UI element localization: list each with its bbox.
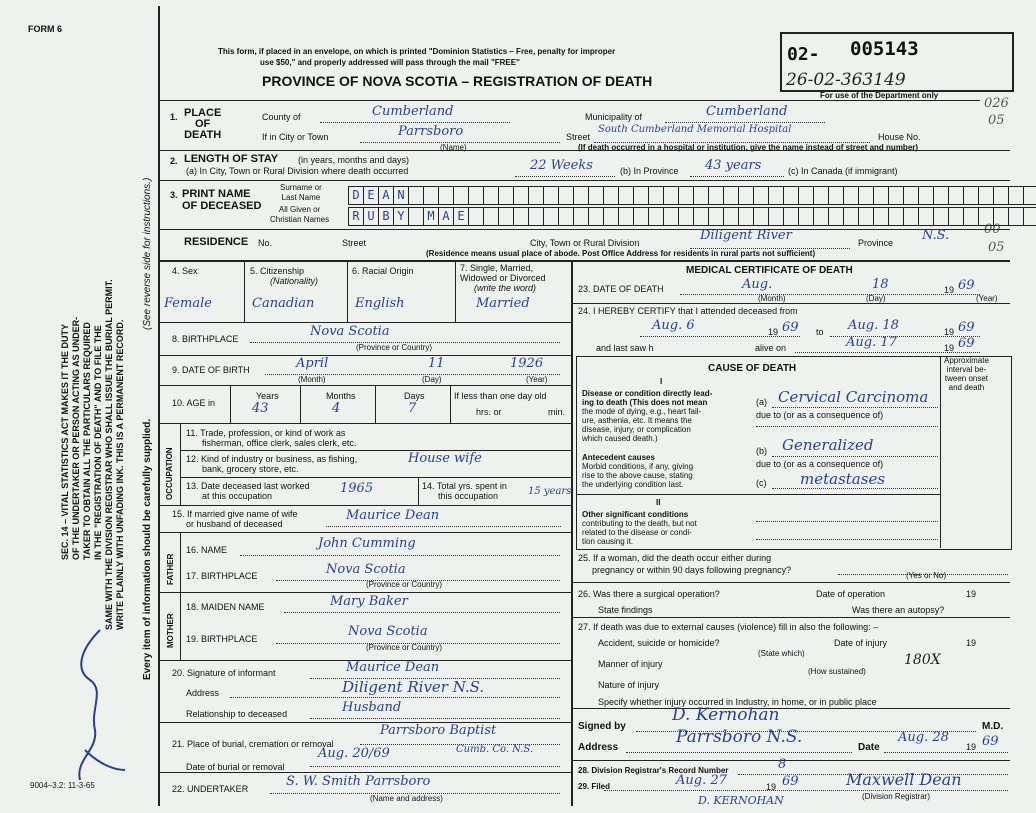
reg-prefix: 02- — [787, 44, 820, 65]
margin-instruction-line: SAME WITH THE DIVISION REGISTRAR WHO SHALL ISSUE THE BURIAL PERMIT. — [104, 279, 114, 630]
undertaker-label: 22. UNDERTAKER — [172, 784, 249, 794]
filed-year-prefix: 19 — [766, 782, 777, 792]
name-letter-cell — [963, 186, 979, 205]
name-letter-cell — [408, 186, 424, 205]
surname-grid — [348, 186, 1036, 205]
undertaker-caption: (Name and address) — [370, 794, 443, 803]
margin-instruction-line: IN THE "REGISTRATION OF DEATH" AND TO FILE THE — [93, 325, 103, 560]
death-year-prefix: 19 — [944, 285, 955, 295]
name-letter-cell — [708, 207, 724, 226]
surname-label: Surname or Last Name — [280, 183, 322, 202]
alive-year-prefix: 19 — [944, 343, 955, 353]
spouse-label: 15. If married give name of wife or husband of deceased — [172, 509, 298, 529]
name-letter-cell — [903, 186, 919, 205]
years-label: Years — [256, 391, 279, 401]
name-letter-cell — [633, 207, 649, 226]
name-letter-cell — [738, 186, 754, 205]
stay-b-value: 43 years — [705, 158, 762, 173]
age-days-value: 7 — [408, 401, 417, 416]
birthplace-caption: (Province or Country) — [356, 343, 433, 352]
cause-c-label: (c) — [756, 478, 767, 488]
code-stamp: 180X — [904, 652, 941, 668]
to-year-prefix: 19 — [944, 327, 955, 337]
from-year-prefix: 19 — [768, 327, 779, 337]
father-name-label: 16. NAME — [186, 545, 228, 555]
name-letter-cell: Y — [393, 207, 409, 226]
name-letter-cell — [798, 207, 814, 226]
marital-value: Married — [476, 296, 530, 311]
name-letter-cell — [573, 186, 589, 205]
occupation-vertical-label: OCCUPATION — [165, 447, 174, 500]
other-conditions-label: Other significant conditions contributing to the death, but not related to the disease or condi- tion causing it. — [582, 510, 697, 546]
name-letter-cell — [648, 186, 664, 205]
stay-num: 2. — [170, 156, 178, 166]
q26-label: 26. Was there a surgical operation? — [578, 589, 720, 599]
informant-sig-label: 20. Signature of informant — [172, 668, 276, 678]
name-letter-cell — [1023, 186, 1036, 205]
name-letter-cell — [468, 207, 484, 226]
name-letter-cell — [828, 186, 844, 205]
middle-divider — [571, 260, 573, 806]
q28-label: 28. Division Registrar's Record Number — [578, 766, 729, 775]
stay-label: LENGTH OF STAY — [184, 153, 279, 165]
dept-code-3: 00 — [984, 222, 1001, 237]
mother-bp-value: Nova Scotia — [348, 624, 428, 639]
q13-label: 13. Date deceased last worked at this occupation — [186, 481, 310, 501]
name-letter-cell: N — [393, 186, 409, 205]
dob-day-value: 11 — [428, 356, 445, 371]
name-letter-cell — [678, 207, 694, 226]
reg-number: 005143 — [850, 38, 919, 60]
informant-addr-label: Address — [186, 688, 220, 698]
name-letter-cell — [723, 186, 739, 205]
name-letter-cell — [483, 186, 499, 205]
name-letter-cell — [408, 207, 424, 226]
spouse-value: Maurice Dean — [346, 508, 440, 523]
q12-value: House wife — [408, 451, 482, 466]
name-letter-cell — [993, 186, 1009, 205]
cause-title: CAUSE OF DEATH — [708, 363, 797, 374]
min-label: min. — [548, 407, 566, 417]
manner-label: Manner of injury — [598, 659, 663, 669]
name-letter-cell — [588, 207, 604, 226]
attend-from-value: Aug. 6 — [652, 318, 695, 333]
signed-by-label: Signed by — [578, 721, 626, 732]
state-findings-label: State findings — [598, 605, 653, 615]
filed-year-value: 69 — [782, 774, 799, 789]
form-left-border — [158, 6, 160, 806]
cause-a-label: (a) — [756, 397, 767, 407]
father-bp-caption: (Province or Country) — [366, 580, 443, 589]
cause-a-value: Cervical Carcinoma — [778, 388, 929, 406]
q25-label: 25. If a woman, did the death occur either during pregnancy or within 90 days following pregnancy? — [578, 553, 792, 575]
footer-code: 9004–3.2: 11-3-65 — [30, 781, 95, 790]
op-year-prefix: 19 — [966, 589, 977, 599]
nature-label: Nature of injury — [598, 680, 660, 690]
burial-labels: 21. Place of burial, cremation or removal Date of burial or removal — [172, 739, 334, 772]
name-letter-cell — [768, 207, 784, 226]
place-label: PLACE OF DEATH — [184, 107, 222, 141]
name-letter-cell — [723, 207, 739, 226]
from-year-value: 69 — [782, 320, 799, 335]
residence-label: RESIDENCE — [184, 236, 249, 248]
q13-value: 1965 — [340, 481, 374, 496]
name-letter-cell — [993, 207, 1009, 226]
name-letter-cell — [978, 207, 994, 226]
alive-year-value: 69 — [958, 336, 975, 351]
to-label: to — [816, 327, 824, 337]
name-letter-cell — [603, 207, 619, 226]
death-day-value: 18 — [872, 277, 889, 292]
name-letter-cell — [438, 186, 454, 205]
name-letter-cell — [888, 207, 904, 226]
residence-city-label: City, Town or Rural Division — [530, 238, 640, 248]
sex-label: 4. Sex — [172, 266, 198, 276]
name-letter-cell — [768, 186, 784, 205]
q27-label: 27. If death was due to external causes (violence) fill in also the following: – — [578, 622, 879, 632]
name-letter-cell: A — [438, 207, 454, 226]
cert-year-prefix: 19 — [966, 742, 977, 752]
name-letter-cell — [858, 207, 874, 226]
name-letter-cell — [513, 186, 529, 205]
given-label: All Given or Christian Names — [270, 205, 330, 224]
dob-year-value: 1926 — [510, 356, 544, 371]
name-num: 3. — [170, 190, 178, 200]
antecedent-label: Antecedent causes Morbid conditions, if any, giving rise to the above cause, stating the underlying condition last. — [582, 453, 694, 489]
street-label: Street — [566, 132, 591, 142]
accident-label: Accident, suicide or homicide? — [598, 638, 720, 648]
stay-line-c: (c) In Canada (if immigrant) — [788, 166, 898, 176]
signed-by-value: D. Kernohan — [672, 705, 780, 725]
days-label: Days — [404, 391, 425, 401]
name-letter-cell — [468, 186, 484, 205]
father-bp-label: 17. BIRTHPLACE — [186, 571, 258, 581]
margin-scribble-icon — [60, 620, 140, 790]
undertaker-value: S. W. Smith Parrsboro — [286, 774, 431, 789]
name-letter-cell — [648, 207, 664, 226]
mother-maiden-value: Mary Baker — [330, 594, 408, 609]
form-number: FORM 6 — [28, 24, 63, 34]
name-letter-cell — [483, 207, 499, 226]
death-month-caption: (Month) — [758, 294, 786, 303]
name-letter-cell — [558, 186, 574, 205]
name-letter-cell — [558, 207, 574, 226]
name-letter-cell — [858, 186, 874, 205]
dob-month-value: April — [296, 356, 329, 371]
residence-no-label: No. — [258, 238, 273, 248]
death-year-value: 69 — [958, 278, 975, 293]
name-letter-cell — [918, 186, 934, 205]
municipality-label: Municipality of — [585, 112, 643, 122]
state-which-caption: (State which) — [758, 649, 805, 658]
county-value: Cumberland — [372, 104, 454, 119]
approx-interval-label: Approximate interval be- tween onset and death — [944, 356, 989, 392]
mother-vertical-label: MOTHER — [166, 613, 175, 648]
name-caption: (Name) — [440, 143, 467, 152]
name-letter-cell — [948, 186, 964, 205]
cert-date-label: Date — [858, 742, 880, 753]
roman-1: I — [660, 377, 663, 386]
margin-instruction-line: OF THE UNDERTAKER OR PERSON ACTING AS UNDER- — [71, 316, 81, 560]
name-letter-cell: U — [363, 207, 379, 226]
last-saw-label: and last saw h — [596, 343, 654, 353]
father-vertical-label: FATHER — [166, 553, 175, 585]
place-num: 1. — [170, 112, 178, 122]
racial-label: 6. Racial Origin — [352, 266, 414, 276]
street-value: South Cumberland Memorial Hospital — [598, 124, 792, 135]
name-letter-cell — [888, 186, 904, 205]
citizenship-label: 5. Citizenship (Nationality) — [250, 266, 319, 286]
injury-year-prefix: 19 — [966, 638, 977, 648]
due-to-label-2: due to (or as a consequence of) — [756, 459, 884, 469]
margin-instruction-line: WRITE PLAINLY WITH UNFADING INK. THIS IS A PERMANENT RECORD. — [115, 319, 125, 630]
name-letter-cell — [708, 186, 724, 205]
registrar-value: Maxwell Dean — [846, 770, 962, 789]
death-month-value: Aug. — [742, 277, 773, 292]
name-letter-cell — [753, 186, 769, 205]
name-letter-cell — [588, 186, 604, 205]
burial-date-value: Aug. 20/69 — [318, 746, 390, 761]
stay-line-a: (a) In City, Town or Rural Division where death occurred — [186, 166, 409, 176]
cause-b-value: Generalized — [782, 436, 874, 454]
dept-code-2: 05 — [988, 113, 1005, 128]
given-grid — [348, 207, 1036, 226]
name-letter-cell — [663, 207, 679, 226]
name-letter-cell — [738, 207, 754, 226]
name-letter-cell — [528, 207, 544, 226]
name-letter-cell — [423, 186, 439, 205]
stay-a-value: 22 Weeks — [530, 158, 593, 173]
name-letter-cell: D — [348, 186, 364, 205]
name-letter-cell — [1023, 207, 1036, 226]
stay-line-b: (b) In Province — [620, 166, 679, 176]
dept-code-1: 026 — [984, 96, 1009, 111]
name-letter-cell — [1008, 207, 1024, 226]
name-letter-cell — [543, 207, 559, 226]
q14-value: 15 years — [528, 486, 572, 497]
name-letter-cell — [933, 207, 949, 226]
autopsy-label: Was there an autopsy? — [852, 605, 945, 615]
cert-date-value: Aug. 28 — [898, 730, 949, 745]
notice-line-1: This form, if placed in an envelope, on which is printed "Dominion Statistics – Free, penalty for improper — [218, 47, 616, 56]
name-letter-cell: R — [348, 207, 364, 226]
name-letter-cell — [783, 186, 799, 205]
name-letter-cell — [873, 186, 889, 205]
name-letter-cell — [573, 207, 589, 226]
name-letter-cell — [678, 186, 694, 205]
md-label: M.D. — [982, 721, 1004, 732]
printed-physician-name: D. KERNOHAN — [698, 794, 784, 807]
informant-rel-value: Husband — [342, 700, 402, 715]
how-sustained-caption: (How sustained) — [808, 667, 866, 676]
registrar-caption: (Division Registrar) — [862, 792, 931, 801]
name-letter-cell — [948, 207, 964, 226]
burial-place-value: Parrsboro Baptist — [380, 723, 497, 738]
municipality-value: Cumberland — [706, 104, 788, 119]
cause-b-label: (b) — [756, 446, 767, 456]
residence-city-value: Diligent River — [700, 228, 792, 243]
birthplace-label: 8. BIRTHPLACE — [172, 334, 239, 344]
name-letter-cell — [963, 207, 979, 226]
name-letter-cell: E — [363, 186, 379, 205]
name-letter-cell — [903, 207, 919, 226]
q11-label: 11. Trade, profession, or kind of work as fisherman, office clerk, sales clerk, etc. — [186, 428, 357, 448]
residence-province-label: Province — [858, 238, 894, 248]
name-letter-cell — [813, 207, 829, 226]
margin-instruction-line: SEC. 14 – VITAL STATISTICS ACT MAKES IT THE DUTY — [60, 323, 70, 560]
name-letter-cell — [933, 186, 949, 205]
residence-note: (Residence means usual place of abode. Post Office Address for residents in rural parts not sufficient) — [426, 249, 816, 258]
racial-value: English — [355, 296, 405, 311]
cause-c-value: metastases — [800, 470, 886, 488]
hrs-label: hrs. or — [476, 407, 502, 417]
roman-2: II — [656, 498, 661, 507]
name-letter-cell: E — [453, 207, 469, 226]
dob-label: 9. DATE OF BIRTH — [172, 365, 250, 375]
notice-line-2: use $50," and properly addressed will pass through the mail "FREE" — [260, 58, 520, 67]
name-letter-cell: A — [378, 186, 394, 205]
dept-code-4: 05 — [988, 240, 1005, 255]
q29-label: 29. Filed — [578, 782, 611, 791]
age-years-value: 43 — [252, 401, 269, 416]
form-title: PROVINCE OF NOVA SCOTIA – REGISTRATION OF DEATH — [262, 73, 653, 89]
name-letter-cell: B — [378, 207, 394, 226]
name-letter-cell — [798, 186, 814, 205]
q14-label: 14. Total yrs. spent in this occupation — [422, 481, 507, 501]
city-label: If in City or Town — [262, 132, 329, 142]
name-letter-cell — [618, 207, 634, 226]
name-letter-cell — [633, 186, 649, 205]
name-letter-cell — [828, 207, 844, 226]
cert-address-label: Address — [578, 742, 619, 753]
q28-value: 8 — [778, 757, 787, 772]
mother-maiden-label: 18. MAIDEN NAME — [186, 602, 265, 612]
every-item-note: Every item of information should be carefully supplied. — [142, 418, 153, 680]
death-day-caption: (Day) — [866, 294, 886, 303]
house-label: House No. — [878, 132, 921, 142]
name-letter-cell — [528, 186, 544, 205]
q23-label: 23. DATE OF DEATH — [578, 284, 664, 294]
name-letter-cell — [453, 186, 469, 205]
father-name-value: John Cumming — [318, 536, 416, 551]
age-months-value: 4 — [332, 401, 341, 416]
birthplace-value: Nova Scotia — [310, 324, 390, 339]
dob-month-caption: (Month) — [298, 375, 326, 384]
name-letter-cell — [693, 207, 709, 226]
residence-province-value: N.S. — [922, 228, 950, 243]
margin-instruction-line: TAKER TO OBTAIN ALL THE PARTICULARS REQUIRED — [82, 322, 92, 560]
name-letter-cell — [618, 186, 634, 205]
age-label: 10. AGE in — [172, 398, 216, 408]
name-letter-cell — [513, 207, 529, 226]
medical-title: MEDICAL CERTIFICATE OF DEATH — [686, 265, 853, 276]
hospital-note: (If death occurred in a hospital or institution, give the name instead of street and number) — [578, 143, 919, 152]
dept-use-caption: For use of the Department only — [820, 91, 939, 100]
father-bp-value: Nova Scotia — [326, 562, 406, 577]
informant-rel-label: Relationship to deceased — [186, 709, 288, 719]
name-letter-cell — [813, 186, 829, 205]
name-letter-cell — [918, 207, 934, 226]
name-letter-cell — [753, 207, 769, 226]
mother-bp-label: 19. BIRTHPLACE — [186, 634, 258, 644]
name-letter-cell — [693, 186, 709, 205]
name-letter-cell — [843, 207, 859, 226]
stamp-number: 26-02-363149 — [786, 70, 906, 90]
sex-value: Female — [164, 296, 212, 311]
to-year-value: 69 — [958, 320, 975, 335]
residence-street-label: Street — [342, 238, 367, 248]
informant-addr-value: Diligent River N.S. — [342, 678, 485, 696]
name-letter-cell — [663, 186, 679, 205]
attend-to-value: Aug. 18 — [848, 318, 899, 333]
death-year-caption: (Year) — [976, 294, 998, 303]
name-letter-cell — [603, 186, 619, 205]
city-value: Parrsboro — [398, 124, 464, 139]
q12-label: 12. Kind of industry or business, as fishing, bank, grocery store, etc. — [186, 454, 358, 474]
due-to-label-1: due to (or as a consequence of) — [756, 410, 884, 420]
name-letter-cell — [498, 207, 514, 226]
alive-on-value: Aug. 17 — [846, 335, 897, 350]
specify-label: Specify whether injury occurred in Industry, in home, or in public place — [598, 697, 877, 707]
less-day-label: If less than one day old — [454, 391, 547, 401]
cert-year-value: 69 — [982, 734, 999, 749]
name-letter-cell: M — [423, 207, 439, 226]
cause-description: Disease or condition directly lead- ing to death (This does not mean the mode of dying, e.g., heart fail- ure, asthenia, etc. It means the disease, injury, or complication which caused death.) — [582, 389, 713, 443]
months-label: Months — [326, 391, 356, 401]
name-letter-cell — [1008, 186, 1024, 205]
name-letter-cell — [543, 186, 559, 205]
yes-no-caption: (Yes or No) — [906, 571, 947, 580]
name-letter-cell — [498, 186, 514, 205]
filed-date-value: Aug. 27 — [676, 773, 727, 788]
q24-label: 24. I HEREBY CERTIFY that I attended deceased from — [578, 306, 798, 316]
name-letter-cell — [783, 207, 799, 226]
name-label: PRINT NAME OF DECEASED — [182, 188, 262, 212]
dob-day-caption: (Day) — [422, 375, 442, 384]
burial-cemetery-value: Cumb. Co. N.S. — [456, 744, 534, 755]
name-letter-cell — [843, 186, 859, 205]
citizenship-value: Canadian — [252, 296, 315, 311]
name-letter-cell — [873, 207, 889, 226]
county-label: County of — [262, 112, 301, 122]
op-date-label: Date of operation — [816, 589, 886, 599]
mother-bp-caption: (Province or Country) — [366, 643, 443, 652]
cert-address-value: Parrsboro N.S. — [676, 727, 803, 747]
stay-paren: (in years, months and days) — [298, 155, 410, 165]
informant-sig-value: Maurice Dean — [346, 660, 440, 675]
date-injury-label: Date of injury — [834, 638, 888, 648]
dob-year-caption: (Year) — [526, 375, 548, 384]
alive-on-label: alive on — [755, 343, 787, 353]
name-letter-cell — [978, 186, 994, 205]
see-reverse-note: (See reverse side for instructions.) — [142, 177, 153, 330]
marital-label: 7. Single, Married, Widowed or Divorced (write the word) — [460, 263, 546, 293]
